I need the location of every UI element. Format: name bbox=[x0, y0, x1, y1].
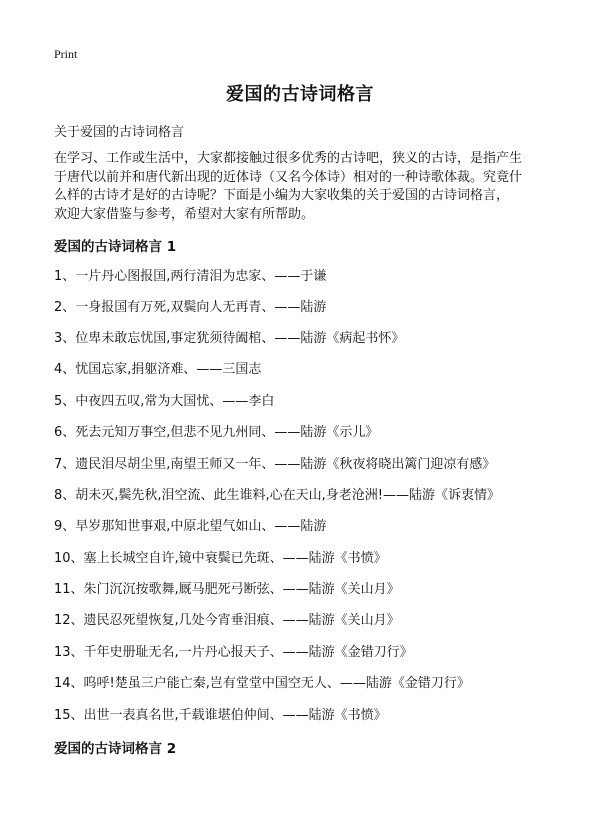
poem-line: 4、忧国忘家,捐躯济难、——三国志 bbox=[54, 362, 262, 377]
document-subtitle: 关于爱国的古诗词格言 bbox=[54, 125, 185, 140]
intro-line: 在学习、工作或生活中，大家都接触过很多优秀的古诗吧，狭义的古诗，是指产生 bbox=[54, 151, 523, 166]
poem-line: 15、出世一表真名世,千载谁堪伯仲间、——陆游《书愤》 bbox=[54, 708, 387, 723]
poem-line: 12、遗民忍死望恢复,几处今宵垂泪痕、——陆游《关山月》 bbox=[54, 613, 400, 628]
section-heading-1: 爱国的古诗词格言 1 bbox=[54, 239, 177, 255]
intro-line: 么样的古诗才是好的古诗呢？下面是小编为大家收集的关于爱国的古诗词格言， bbox=[54, 188, 510, 203]
poem-line: 11、朱门沉沉按歌舞,厩马肥死弓断弦、——陆游《关山月》 bbox=[54, 582, 400, 597]
section-heading-2: 爱国的古诗词格言 2 bbox=[54, 741, 177, 757]
intro-paragraph bbox=[54, 150, 554, 224]
intro-line: 于唐代以前并和唐代新出现的近体诗（又名今体诗）相对的一种诗歌体裁。究竟什 bbox=[54, 169, 523, 185]
intro-line: 欢迎大家借鉴与参考，希望对大家有所帮助。 bbox=[54, 206, 315, 222]
print-label: Print bbox=[54, 47, 78, 61]
poem-line: 9、早岁那知世事艰,中原北望气如山、——陆游 bbox=[54, 519, 327, 534]
poem-line: 2、一身报国有万死,双鬓向人无再青、——陆游 bbox=[54, 300, 327, 315]
poem-line: 7、遗民泪尽胡尘里,南望王师又一年、——陆游《秋夜将晓出篱门迎凉有感》 bbox=[54, 457, 496, 472]
poem-line: 3、位卑未敢忘忧国,事定犹须待阖棺、——陆游《病起书怀》 bbox=[54, 331, 405, 346]
poem-line: 5、中夜四五叹,常为大国忧、——李白 bbox=[54, 394, 275, 409]
poem-line: 6、死去元知万事空,但悲不见九州同、——陆游《示儿》 bbox=[54, 425, 379, 440]
document-title: 爱国的古诗词格言 bbox=[226, 84, 374, 105]
poem-line: 13、千年史册耻无名,一片丹心报天子、——陆游《金错刀行》 bbox=[54, 645, 413, 660]
poem-line: 14、呜呼!楚虽三户能亡秦,岂有堂堂中国空无人、——陆游《金错刀行》 bbox=[54, 676, 470, 691]
poem-line: 1、一片丹心图报国,两行清泪为忠家、——于谦 bbox=[54, 269, 327, 284]
poem-line: 10、塞上长城空自许,镜中衰鬓已先斑、——陆游《书愤》 bbox=[54, 551, 387, 566]
poem-line: 8、胡未灭,鬓先秋,泪空流、此生谁料,心在天山,身老沧洲!——陆游《诉衷情》 bbox=[54, 488, 501, 503]
